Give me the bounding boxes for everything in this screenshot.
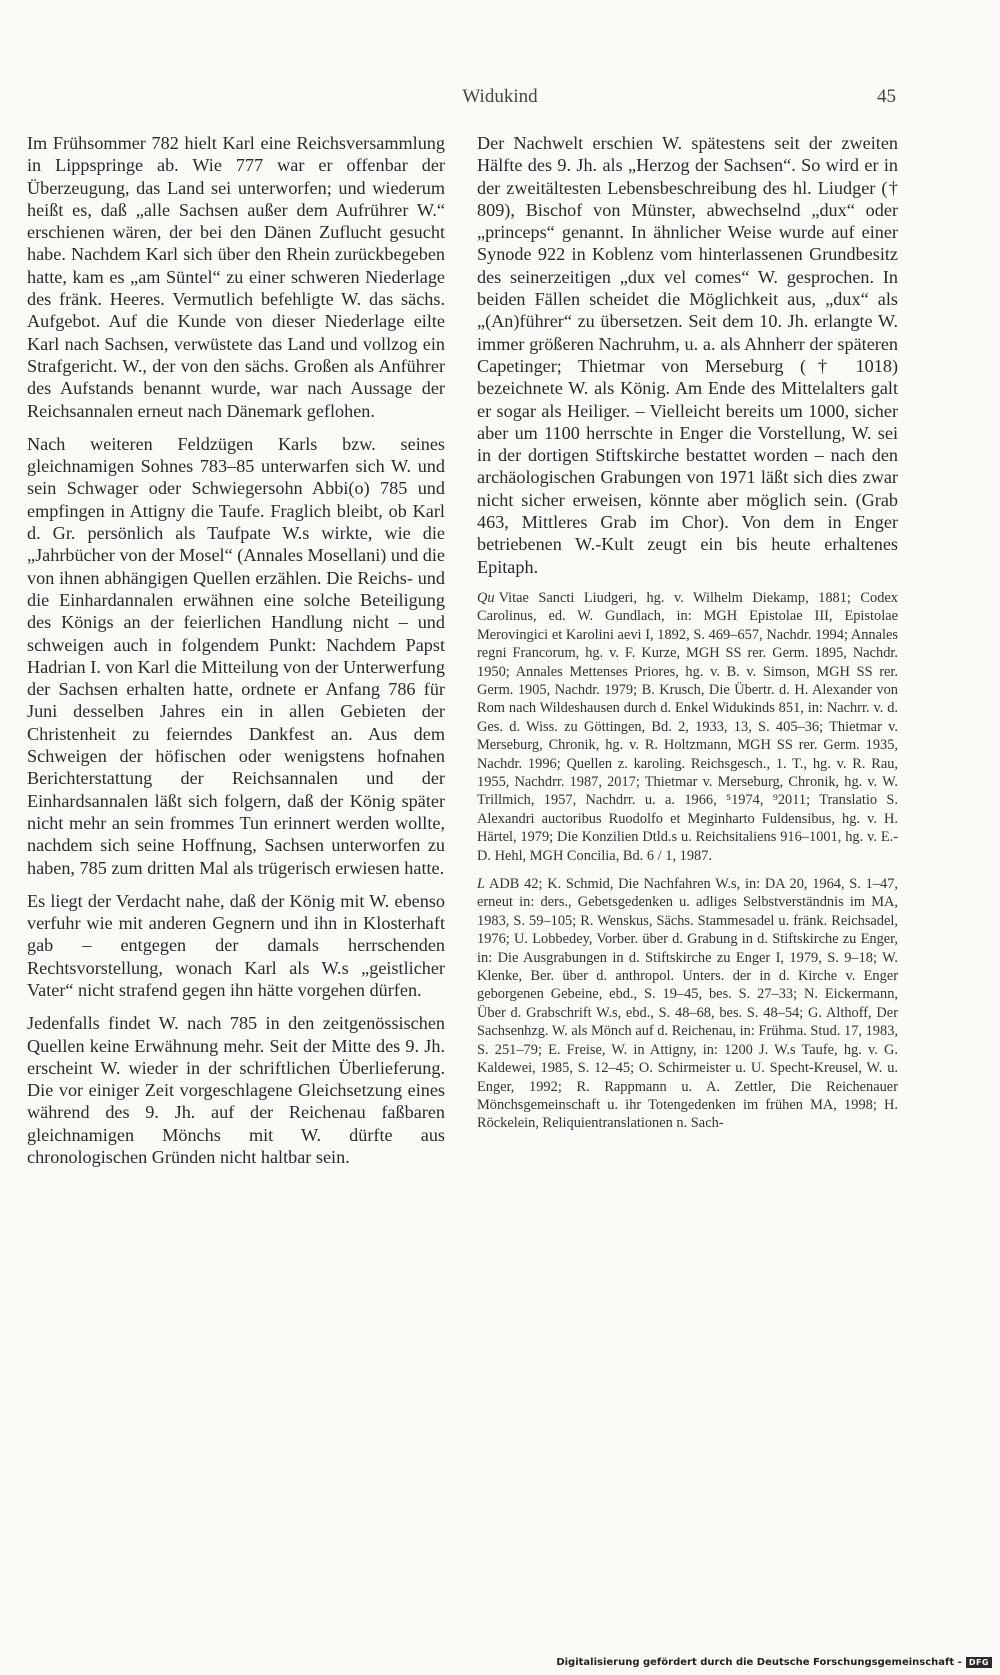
digitization-footer (556, 1655, 992, 1669)
page-number: 45 (877, 86, 896, 107)
sources-text: Vitae Sancti Liudgeri, hg. v. Wilhelm Diekamp, 1881; Codex Carolinus, ed. W. Gundlach, in: MGH Epistolae III, Epistolae Merovingici et Karolini aevi I, 1892, S. 469–657, Nachdr. 1994; Annales regni Francorum, hg. v. F. Kurze, MGH SS rer. Germ. 1895, Nachdr. 1950; Annales Mettenses Priores, hg. v. B. v. Simson, MGH SS rer. Germ. 1905, Nachdr. 1979; B. Krusch, Die Übertr. d. H. Alexander von Rom nach Wildeshausen durch d. Enkel Widukinds 851, in: Nachrr. v. d. Ges. d. Wiss. zu Göttingen, Bd. 2, 1933, 13, S. 405–36; Thietmar v. Merseburg, Chronik, hg. v. R. Holtzmann, MGH SS rer. Germ. 1935, Nachdr. 1996; Quellen z. karoling. Reichsgesch., 1. T., hg. v. R. Rau, 1955, Nachdrr. 1987, 2017; Thietmar v. Merseburg, Chronik, hg. v. W. Trillmich, 1957, Nachdrr. u. a. 1966, ⁵1974, ⁹2011; Translatio S. Alexandri auctoribus Ruodolfo et Meginharto Fuldensibus, hg. v. H. Härtel, 1979; Die Konzilien Dtld.s u. Reichsitaliens 916–1001, hg. v. E.-D. Hehl, MGH Concilia, Bd. 6 / 1, 1987. (477, 589, 898, 864)
paragraph: Es liegt der Verdacht nahe, daß der König mit W. ebenso verfuhr wie mit anderen Gegnern und ihn in Klosterhaft gab – entgegen der damals herrschenden Rechtsvorstellung, wonach Karl als W.s „geistlicher Vater“ nicht strafend gegen ihn hätte vorgehen dürfen. (27, 890, 445, 1000)
paragraph: Im Frühsommer 782 hielt Karl eine Reichsversammlung in Lippspringe ab. Wie 777 war er offenbar der Überzeugung, das Land sei unterworfen; und wiederum heißt es, daß „alle Sachsen außer dem Aufrührer W.“ erschienen wären, der bei den Dänen Zuflucht gesucht habe. Nachdem Karl sich über den Rhein zurückbegeben hatte, kam es „am Süntel“ zu einer schweren Niederlage des fränk. Heeres. Vermutlich befehligte W. das sächs. Aufgebot. Auf die Kunde von dieser Niederlage eilte Karl nach Sachsen, verwüstete das Land und vollzog ein Strafgericht. W., der von den sächs. Großen als Anführer des Aufstands benannt wurde, war nach Aussage der Reichsannalen erneut nach Dänemark geflohen. (27, 133, 445, 421)
running-title: Widukind (462, 86, 538, 107)
sources-label: Qu (477, 589, 495, 606)
paragraph: Jedenfalls findet W. nach 785 in den zeitgenössischen Quellen keine Erwähnung mehr. Seit der Mitte des 9. Jh. erscheint W. wieder in der schriftlichen Überlieferung. Die vor einiger Zeit vorgeschlagene Gleichsetzung eines während des 9. Jh. auf der Reichenau faßbaren gleichnamigen Mönchs mit W. dürfte aus chronologischen Gründen nicht haltbar sein. (27, 1013, 445, 1168)
page-header (0, 86, 1000, 114)
footer-text: Digitalisierung gefördert durch die Deutsche Forschungsgemeinschaft - (556, 1656, 962, 1668)
literature-label: L (477, 876, 486, 893)
dfg-logo-icon: DFG (966, 1657, 992, 1668)
left-column (27, 132, 445, 1179)
paragraph: Der Nachwelt erschien W. spätestens seit der zweiten Hälfte des 9. Jh. als „Herzog der Sachsen“. So wird er in der zweitältesten Lebensbeschreibung des hl. Liudger († 809), Bischof von Münster, abwechselnd „dux“ oder „princeps“ genannt. In ähnlicher Weise wurde auf einer Synode 922 in Koblenz vom hinterlassenen Grundbesitz des seinerzeitigen „dux vel comes“ W. gesprochen. In beiden Fällen scheidet die Möglichkeit aus, „dux“ als „(An)führer“ zu übersetzen. Seit dem 10. Jh. erlangte W. immer größeren Nachruhm, u. a. als Ahnherr der späteren Capetinger; Thietmar von Merseburg († 1018) bezeichnete W. als König. Am Ende des Mittelalters galt er sogar als Heiliger. – Vielleicht bereits um 1000, sicher aber um 1100 herrschte in Enger die Vorstellung, W. sei in der dortigen Stiftskirche bestattet worden – nach den archäologischen Grabungen von 1971 läßt sich dies zwar nicht sicher erweisen, könnte aber möglich sein. (Grab 463, Mittleres Grab im Chor). Von dem in Enger betriebenen W.-Kult zeugt ein bis heute erhaltenes Epitaph. (477, 133, 898, 577)
sources-section (477, 589, 898, 865)
paragraph: Nach weiteren Feldzügen Karls bzw. seines gleichnamigen Sohnes 783–85 unterwarfen sich W. und sein Schwager oder Schwiegersohn Abbi(o) 785 und empfingen in Attigny die Taufe. Fraglich bleibt, ob Karl d. Gr. persönlich als Taufpate W.s wirkte, wie die „Jahrbücher von der Mosel“ (Annales Mosellani) und die von ihnen abhängigen Quellen erzählen. Die Reichs- und die Einhardannalen erwähnen eine solche Beteiligung des Königs an der feierlichen Handlung nicht – und schweigen auch in folgendem Punkt: Nachdem Papst Hadrian I. von Karl die Mitteilung von der Unterwerfung der Sachsen erhalten hatte, ordnete er Anfang 786 für Juni desselben Jahres ein in allen Gebieten der Christenheit zu feierndes Dankfest an. Aus dem Schweigen der höfischen oder wenigstens hofnahen Berichterstattung der Reichsannalen und der Einhardsannalen läßt sich folgern, daß der König später nicht mehr an sein frommes Tun erinnert werden wollte, nachdem sich seine Hoffnung, Sachsen unterworfen zu haben, 785 zum dritten Mal als trügerisch erwiesen hatte. (27, 433, 445, 878)
literature-section (477, 875, 898, 1133)
right-column (477, 132, 898, 1133)
literature-text: ADB 42; K. Schmid, Die Nachfahren W.s, in: DA 20, 1964, S. 1–47, erneut in: ders., Gebetsgedenken u. adliges Selbstverständnis im MA, 1983, S. 59–105; R. Wenskus, Sächs. Stammesadel u. fränk. Reichsadel, 1976; U. Lobbedey, Vorber. über d. Grabung in d. Stiftskirche zu Enger, in: Die Ausgrabungen in d. Stiftskirche zu Enger I, 1979, S. 9–18; W. Klenke, Ber. über d. anthropol. Unters. der in d. Kirche v. Enger geborgenen Gebeine, ebd., S. 19–45, bes. S. 27–33; N. Eickermann, Über d. Grabschrift W.s, ebd., S. 48–68, bes. S. 48–54; G. Althoff, Der Sachsenhzg. W. als Mönch auf d. Reichenau, in: Frühma. Stud. 17, 1983, S. 251–79; E. Freise, W. in Attigny, in: 1200 J. W.s Taufe, hg. v. G. Kaldewei, 1985, S. 12–45; O. Schirmeister u. U. Specht-Kreusel, W. u. Enger, 1992; R. Rappmann u. A. Zettler, Die Reichenauer Mönchsgemeinschaft u. ihr Totengedenken im frühen MA, 1998; H. Röckelein, Reliquientranslationen n. Sach- (477, 876, 898, 1132)
